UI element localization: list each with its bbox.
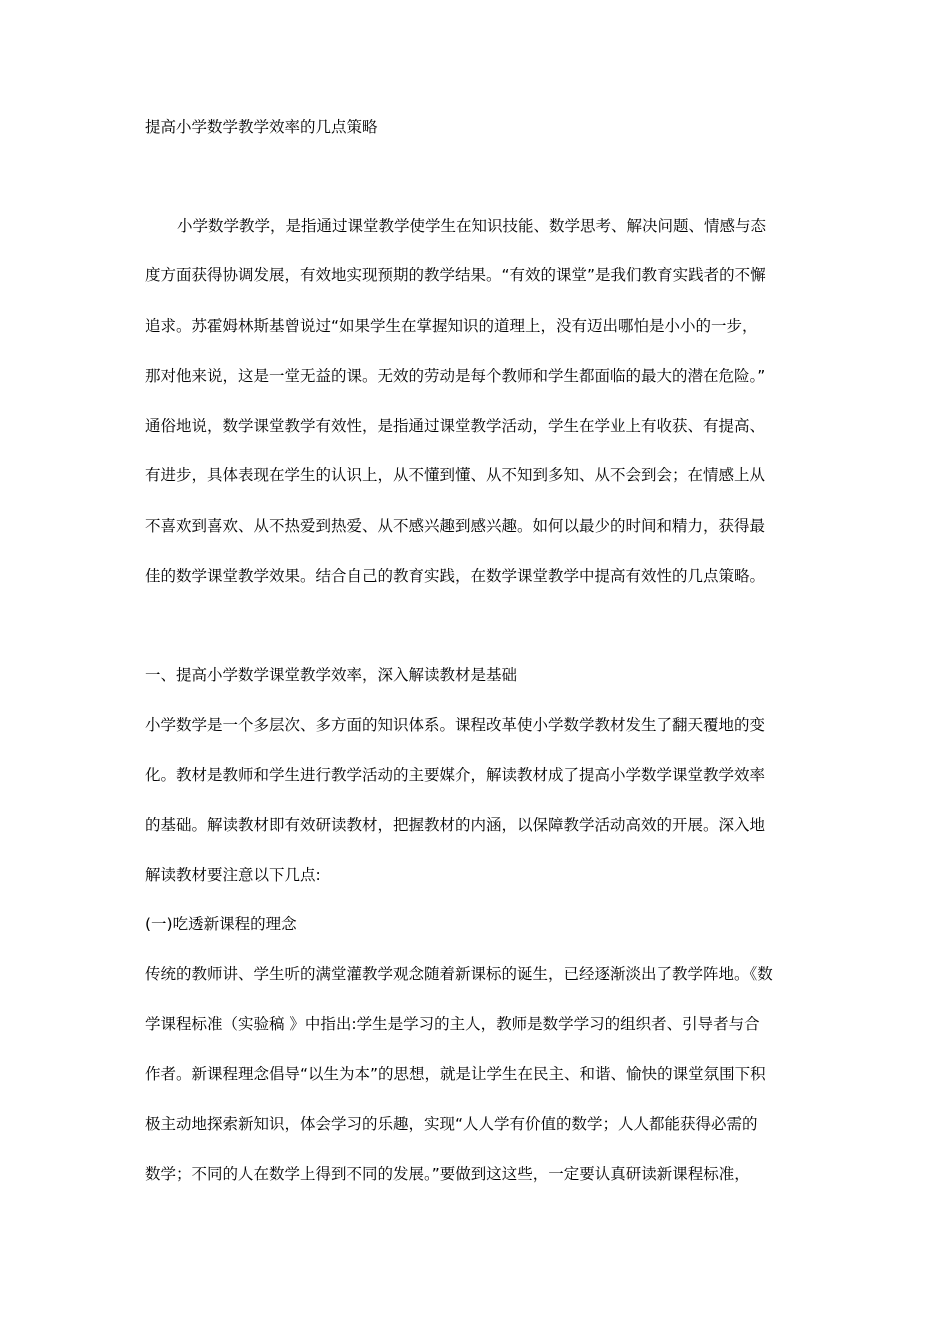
intro-line-6: 有进步，具体表现在学生的认识上，从不懂到懂、从不知到多知、从不会到会；在情感上从 xyxy=(145,466,766,484)
subsection-1-line-2: 学课程标准（实验稿 》中指出:学生是学习的主人，教师是数学学习的组织者、引导者与合 xyxy=(145,1015,760,1033)
section-1-line-1: 小学数学是一个多层次、多方面的知识体系。课程改革使小学数学教材发生了翻天覆地的变 xyxy=(145,716,766,734)
document-title: 提高小学数学教学效率的几点策略 xyxy=(145,118,378,136)
intro-line-7: 不喜欢到喜欢、从不热爱到热爱、从不感兴趣到感兴趣。如何以最少的时间和精力，获得最 xyxy=(145,517,766,535)
intro-line-3: 追求。苏霍姆林斯基曾说过“如果学生在掌握知识的道理上，没有迈出哪怕是小小的一步， xyxy=(145,317,758,335)
intro-line-2: 度方面获得协调发展，有效地实现预期的教学结果。“有效的课堂”是我们教育实践者的不懈 xyxy=(145,266,766,284)
intro-line-1: 小学数学教学，是指通过课堂教学使学生在知识技能、数学思考、解决问题、情感与态 xyxy=(177,217,767,235)
section-1-line-3: 的基础。解读教材即有效研读教材，把握教材的内涵，以保障教学活动高效的开展。深入地 xyxy=(145,816,766,834)
intro-line-8: 佳的数学课堂教学效果。结合自己的教育实践，在数学课堂教学中提高有效性的几点策略。 xyxy=(145,567,766,585)
subsection-1-line-3: 作者。新课程理念倡导“以生为本”的思想，就是让学生在民主、和谐、愉快的课堂氛围下积 xyxy=(145,1065,766,1083)
subsection-1-heading: (一)吃透新课程的理念 xyxy=(145,915,297,933)
section-1-line-4: 解读教材要注意以下几点: xyxy=(145,866,321,884)
subsection-1-line-1: 传统的教师讲、学生听的满堂灌教学观念随着新课标的诞生，已经逐渐淡出了教学阵地。《数 xyxy=(145,965,773,983)
section-1-heading: 一、提高小学数学课堂教学效率，深入解读教材是基础 xyxy=(145,666,518,684)
section-1-line-2: 化。教材是教师和学生进行教学活动的主要媒介，解读教材成了提高小学数学课堂教学效率 xyxy=(145,766,766,784)
intro-line-4: 那对他来说，这是一堂无益的课。无效的劳动是每个教师和学生都面临的最大的潜在危险。” xyxy=(145,367,766,385)
subsection-1-line-5: 数学；不同的人在数学上得到不同的发展。”要做到这这些，一定要认真研读新课程标准， xyxy=(145,1165,750,1183)
intro-line-5: 通俗地说，数学课堂教学有效性，是指通过课堂教学活动，学生在学业上有收获、有提高、 xyxy=(145,417,766,435)
subsection-1-line-4: 极主动地探索新知识，体会学习的乐趣，实现“人人学有价值的数学；人人都能获得必需的 xyxy=(145,1115,758,1133)
